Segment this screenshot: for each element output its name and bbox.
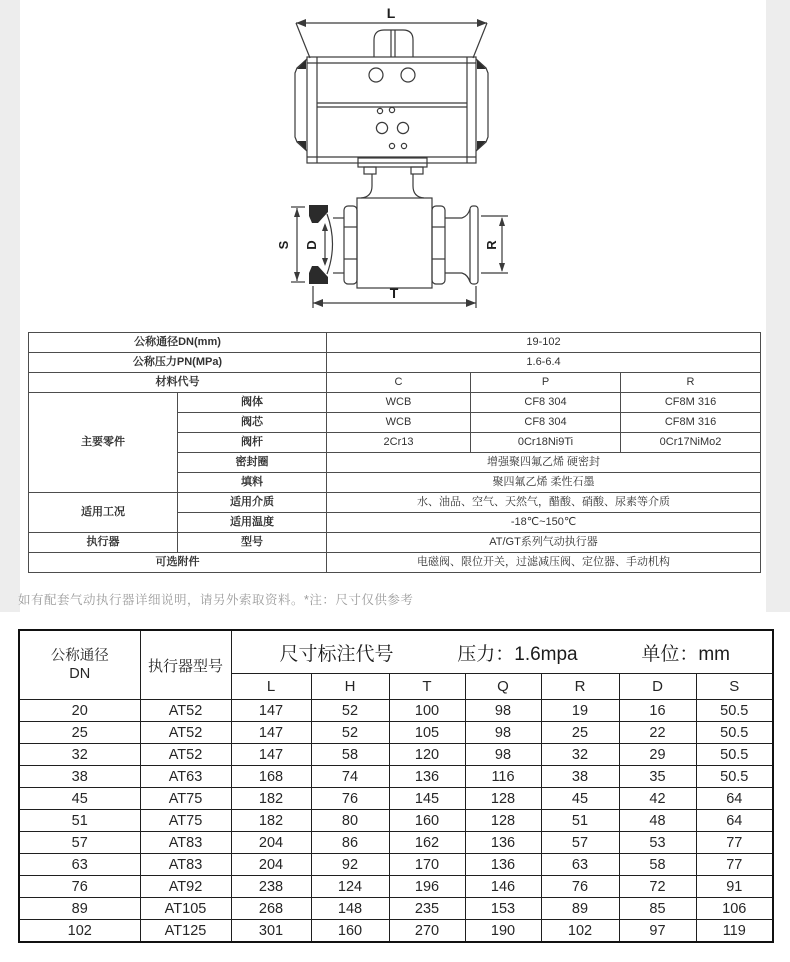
dim-table-cell: 136 bbox=[465, 854, 541, 876]
dim-table-cell: 168 bbox=[231, 766, 311, 788]
spec-body-p: CF8 304 bbox=[471, 393, 621, 413]
spec-seal-label: 密封圈 bbox=[178, 453, 327, 473]
dim-header-row-1 bbox=[19, 630, 773, 674]
dim-table-cell: 76 bbox=[311, 788, 389, 810]
dim-table-cell: 116 bbox=[465, 766, 541, 788]
right-ferrule-end bbox=[445, 206, 478, 284]
spec-temp-label: 适用温度 bbox=[178, 513, 327, 533]
dim-table-cell: 38 bbox=[541, 766, 619, 788]
dim-table-cell: 196 bbox=[389, 876, 465, 898]
dim-table-cell: 52 bbox=[311, 722, 389, 744]
dim-table-row bbox=[19, 722, 773, 744]
dim-table-cell: 58 bbox=[619, 854, 696, 876]
dim-table-cell: 50.5 bbox=[696, 722, 773, 744]
spec-pn-value: 1.6-6.4 bbox=[327, 353, 761, 373]
spec-row bbox=[29, 553, 761, 573]
dim-table-cell: 146 bbox=[465, 876, 541, 898]
dim-label-R: R bbox=[484, 240, 499, 250]
spec-model-label: 型号 bbox=[178, 533, 327, 553]
spec-row bbox=[29, 373, 761, 393]
dim-table-row bbox=[19, 810, 773, 832]
dim-table-cell: 147 bbox=[231, 744, 311, 766]
dim-table-cell: 63 bbox=[19, 854, 140, 876]
dimension-R bbox=[481, 216, 508, 273]
dim-table-cell: 85 bbox=[619, 898, 696, 920]
dim-table-cell: 147 bbox=[231, 722, 311, 744]
spec-pn-label: 公称压力PN(MPa) bbox=[29, 353, 327, 373]
dim-table-cell: 74 bbox=[311, 766, 389, 788]
spec-row bbox=[29, 333, 761, 353]
spec-core-label: 阀芯 bbox=[178, 413, 327, 433]
dim-table-cell: 98 bbox=[465, 700, 541, 722]
spec-parts-label: 主要零件 bbox=[29, 393, 178, 493]
dim-table-cell: 160 bbox=[311, 920, 389, 943]
spec-core-c: WCB bbox=[327, 413, 471, 433]
dim-table-cell: 64 bbox=[696, 788, 773, 810]
dim-table-cell: 53 bbox=[619, 832, 696, 854]
spec-packing-label: 填料 bbox=[178, 473, 327, 493]
size-header-pressure: 压力：1.6mpa bbox=[457, 643, 578, 665]
dim-table-cell: AT125 bbox=[140, 920, 231, 943]
dim-table-row bbox=[19, 898, 773, 920]
dim-table-row bbox=[19, 920, 773, 943]
dim-table-cell: 204 bbox=[231, 832, 311, 854]
dim-table-cell: 182 bbox=[231, 810, 311, 832]
dim-table-cell: 77 bbox=[696, 832, 773, 854]
spec-seal-value: 增强聚四氟乙烯 硬密封 bbox=[327, 453, 761, 473]
size-header-unit: 单位：mm bbox=[641, 643, 731, 665]
dim-table-cell: AT75 bbox=[140, 810, 231, 832]
dim-table-row bbox=[19, 876, 773, 898]
dim-table-cell: 45 bbox=[541, 788, 619, 810]
dim-table-body bbox=[19, 700, 773, 943]
dim-table-cell: 25 bbox=[19, 722, 140, 744]
dim-table-cell: 268 bbox=[231, 898, 311, 920]
spec-stem-r: 0Cr17NiMo2 bbox=[621, 433, 761, 453]
dim-table-cell: 270 bbox=[389, 920, 465, 943]
dim-table-cell: 128 bbox=[465, 810, 541, 832]
dim-table-cell: 153 bbox=[465, 898, 541, 920]
dim-table-cell: 102 bbox=[541, 920, 619, 943]
dim-table-cell: 32 bbox=[541, 744, 619, 766]
dim-table-row bbox=[19, 744, 773, 766]
dim-col-dn-header bbox=[19, 630, 140, 700]
dim-table-cell: 50.5 bbox=[696, 744, 773, 766]
valve-body bbox=[344, 198, 445, 288]
dim-table-cell: 98 bbox=[465, 722, 541, 744]
spec-row bbox=[29, 353, 761, 373]
dim-label-T: T bbox=[389, 285, 399, 301]
spec-temp-value: -18℃~150℃ bbox=[327, 513, 761, 533]
dim-table-cell: 38 bbox=[19, 766, 140, 788]
spec-row bbox=[29, 393, 761, 413]
dim-col-model-header: 执行器型号 bbox=[140, 630, 231, 700]
dim-table-cell: 238 bbox=[231, 876, 311, 898]
dim-table-cell: 51 bbox=[19, 810, 140, 832]
dim-table-cell: 98 bbox=[465, 744, 541, 766]
dim-table-row bbox=[19, 766, 773, 788]
dim-table-cell: 52 bbox=[311, 700, 389, 722]
dim-col-S: S bbox=[696, 674, 773, 700]
dim-col-T: T bbox=[389, 674, 465, 700]
spec-packing-value: 聚四氟乙烯 柔性石墨 bbox=[327, 473, 761, 493]
spec-table bbox=[28, 332, 761, 573]
size-header-title: 尺寸标注代号 bbox=[279, 643, 394, 665]
spec-core-p: CF8 304 bbox=[471, 413, 621, 433]
spec-material-p: P bbox=[471, 373, 621, 393]
dn-header-line1: 公称通径 bbox=[50, 647, 109, 664]
dim-table-cell: AT83 bbox=[140, 832, 231, 854]
dim-col-Q: Q bbox=[465, 674, 541, 700]
dim-table-cell: 16 bbox=[619, 700, 696, 722]
dim-table-cell: 235 bbox=[389, 898, 465, 920]
mounting-bracket bbox=[358, 158, 427, 198]
dim-table-cell: 19 bbox=[541, 700, 619, 722]
spec-row bbox=[29, 533, 761, 553]
pneumatic-actuator-body bbox=[295, 57, 488, 163]
dim-table-cell: 20 bbox=[19, 700, 140, 722]
spec-condition-label: 适用工况 bbox=[29, 493, 178, 533]
dim-table-cell: 25 bbox=[541, 722, 619, 744]
dim-table-cell: AT52 bbox=[140, 700, 231, 722]
dim-table-cell: AT105 bbox=[140, 898, 231, 920]
spec-stem-label: 阀杆 bbox=[178, 433, 327, 453]
dim-table-cell: 147 bbox=[231, 700, 311, 722]
dim-table-cell: AT83 bbox=[140, 854, 231, 876]
dim-col-L: L bbox=[231, 674, 311, 700]
dim-table-cell: 57 bbox=[541, 832, 619, 854]
dim-col-R: R bbox=[541, 674, 619, 700]
dim-table-cell: 128 bbox=[465, 788, 541, 810]
dim-table-row bbox=[19, 788, 773, 810]
spec-material-r: R bbox=[621, 373, 761, 393]
spec-stem-p: 0Cr18Ni9Ti bbox=[471, 433, 621, 453]
cap-screw-icon bbox=[297, 141, 306, 150]
dimension-table bbox=[18, 629, 774, 943]
dim-table-cell: 102 bbox=[19, 920, 140, 943]
spec-accessories-value: 电磁阀、限位开关，过滤减压阀、定位器、手动机构 bbox=[327, 553, 761, 573]
dim-table-cell: 45 bbox=[19, 788, 140, 810]
dim-table-cell: 80 bbox=[311, 810, 389, 832]
dim-table-cell: AT52 bbox=[140, 722, 231, 744]
spec-media-value: 水、油品、空气、天然气，醋酸、硝酸、尿素等介质 bbox=[327, 493, 761, 513]
dim-table-cell: 72 bbox=[619, 876, 696, 898]
dim-table-cell: 58 bbox=[311, 744, 389, 766]
dim-table-cell: 35 bbox=[619, 766, 696, 788]
dim-table-cell: 77 bbox=[696, 854, 773, 876]
spec-core-r: CF8M 316 bbox=[621, 413, 761, 433]
dim-table-cell: 136 bbox=[465, 832, 541, 854]
dim-table-cell: 162 bbox=[389, 832, 465, 854]
spec-material-label: 材料代号 bbox=[29, 373, 327, 393]
spec-accessories-label: 可选附件 bbox=[29, 553, 327, 573]
dim-table-cell: 124 bbox=[311, 876, 389, 898]
spec-actuator-label: 执行器 bbox=[29, 533, 178, 553]
dim-col-D: D bbox=[619, 674, 696, 700]
dim-table-cell: 170 bbox=[389, 854, 465, 876]
dim-table-cell: 190 bbox=[465, 920, 541, 943]
spec-dn-label: 公称通径DN(mm) bbox=[29, 333, 327, 353]
dim-label-S: S bbox=[276, 240, 291, 250]
dim-table-cell: 48 bbox=[619, 810, 696, 832]
spec-row bbox=[29, 493, 761, 513]
dim-table-cell: 42 bbox=[619, 788, 696, 810]
actuator-top-stem bbox=[374, 30, 413, 57]
spec-model-value: AT/GT系列气动执行器 bbox=[327, 533, 761, 553]
dim-table-row bbox=[19, 832, 773, 854]
dim-table-cell: 86 bbox=[311, 832, 389, 854]
dim-table-cell: AT75 bbox=[140, 788, 231, 810]
dim-table-cell: 63 bbox=[541, 854, 619, 876]
dim-table-cell: 32 bbox=[19, 744, 140, 766]
dim-table-cell: 91 bbox=[696, 876, 773, 898]
dim-table-cell: AT63 bbox=[140, 766, 231, 788]
dim-col-H: H bbox=[311, 674, 389, 700]
dim-table-cell: 160 bbox=[389, 810, 465, 832]
dim-table-cell: 120 bbox=[389, 744, 465, 766]
dim-table-cell: 51 bbox=[541, 810, 619, 832]
dn-header-line2: DN bbox=[69, 666, 91, 682]
spec-stem-c: 2Cr13 bbox=[327, 433, 471, 453]
dim-table-cell: 76 bbox=[19, 876, 140, 898]
dim-label-L: L bbox=[386, 5, 396, 21]
dim-table-cell: 204 bbox=[231, 854, 311, 876]
dimension-T bbox=[313, 285, 476, 308]
dim-table-cell: 50.5 bbox=[696, 700, 773, 722]
spec-material-c: C bbox=[327, 373, 471, 393]
dim-label-D: D bbox=[304, 240, 319, 250]
spec-body-label: 阀体 bbox=[178, 393, 327, 413]
dim-table-row bbox=[19, 700, 773, 722]
dim-table-cell: 64 bbox=[696, 810, 773, 832]
dim-table-cell: 50.5 bbox=[696, 766, 773, 788]
dim-table-cell: AT92 bbox=[140, 876, 231, 898]
dimension-D bbox=[304, 223, 328, 266]
dim-table-cell: 97 bbox=[619, 920, 696, 943]
dim-table-row bbox=[19, 854, 773, 876]
footnote: 如有配套气动执行器详细说明，请另外索取资料。*注：尺寸仅供参考 bbox=[18, 593, 414, 607]
dim-table-cell: 105 bbox=[389, 722, 465, 744]
dimension-S bbox=[276, 207, 305, 282]
dim-table-cell: 136 bbox=[389, 766, 465, 788]
dim-table-cell: 182 bbox=[231, 788, 311, 810]
dim-table-cell: 100 bbox=[389, 700, 465, 722]
dim-table-cell: AT52 bbox=[140, 744, 231, 766]
spec-body-r: CF8M 316 bbox=[621, 393, 761, 413]
dim-table-cell: 92 bbox=[311, 854, 389, 876]
dim-table-cell: 106 bbox=[696, 898, 773, 920]
dim-table-cell: 119 bbox=[696, 920, 773, 943]
spec-media-label: 适用介质 bbox=[178, 493, 327, 513]
dim-table-cell: 145 bbox=[389, 788, 465, 810]
dim-table-cell: 22 bbox=[619, 722, 696, 744]
dim-table-cell: 29 bbox=[619, 744, 696, 766]
valve-technical-drawing bbox=[0, 0, 790, 330]
dim-table-cell: 57 bbox=[19, 832, 140, 854]
spec-body-c: WCB bbox=[327, 393, 471, 413]
dim-table-cell: 76 bbox=[541, 876, 619, 898]
dim-table-cell: 89 bbox=[19, 898, 140, 920]
dim-table-cell: 301 bbox=[231, 920, 311, 943]
dim-table-cell: 148 bbox=[311, 898, 389, 920]
dim-size-header bbox=[231, 630, 773, 674]
dim-table-cell: 89 bbox=[541, 898, 619, 920]
spec-dn-value: 19-102 bbox=[327, 333, 761, 353]
cap-screw-icon bbox=[477, 141, 486, 150]
